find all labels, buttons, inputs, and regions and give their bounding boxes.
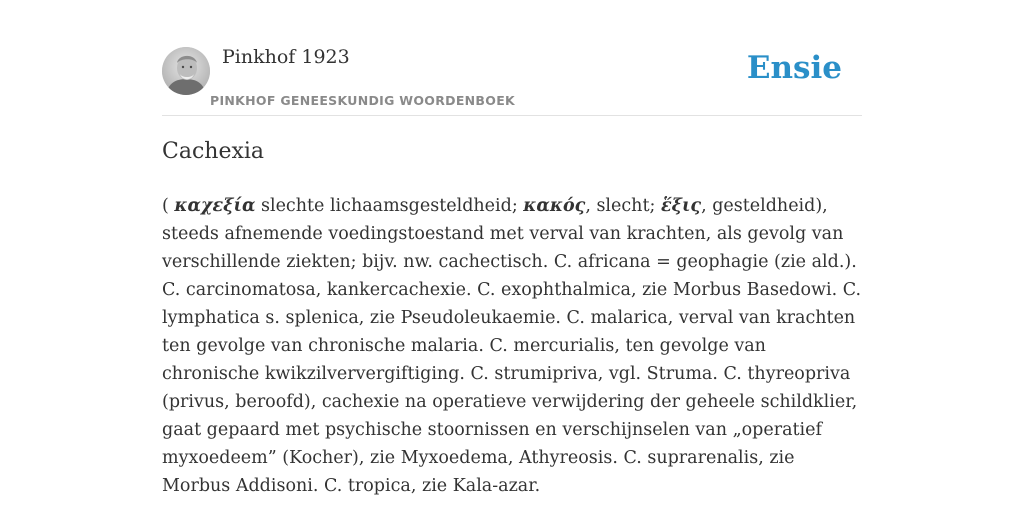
author-name[interactable]: Pinkhof 1923 (222, 46, 350, 68)
entry-definition (162, 192, 867, 500)
greek-term: κακός (523, 196, 586, 216)
article-header (162, 40, 862, 116)
greek-term: καχεξία (174, 196, 256, 216)
ensie-logo[interactable]: Ensie (746, 50, 842, 86)
author-avatar[interactable] (162, 47, 210, 95)
text-segment: , slecht; (585, 196, 661, 216)
text-segment: slechte lichaamsgesteldheid; (255, 196, 524, 216)
text-segment: , gesteldheid), steeds afnemende voedingstoestand met verval van krachten, als gevolg van verschillende ziekten; bijv. nw. cachectisch. C. africana = geophagie (zie ald.). C. carcinomatosa, kankercachexie. C. exophthalmica, zie Morbus Basedowi. C. lymphatica s. splenica, zie Pseudoleukaemie. C. malarica, verval van krachten ten gevolge van chronische malaria. C. mercurialis, ten gevolge van chronische kwikzilververgiftiging. C. strumipriva, vgl. Struma. C. thyreopriva (privus, beroofd), cachexie na operatieve verwijdering der geheele schildklier, gaat gepaard met psychische stoornissen en verschijnselen van „operatief myxoedeem” (Kocher), zie Myxoedema, Athyreosis. C. suprarenalis, zie Morbus Addisoni. C. tropica, zie Kala-azar. (162, 196, 862, 496)
publication-name[interactable]: PINKHOF GENEESKUNDIG WOORDENBOEK (210, 93, 516, 108)
portrait-photo-icon (162, 47, 210, 95)
greek-term: ἕξις (660, 196, 702, 216)
entry-title: Cachexia (162, 139, 265, 164)
text-segment: ( (162, 196, 175, 216)
